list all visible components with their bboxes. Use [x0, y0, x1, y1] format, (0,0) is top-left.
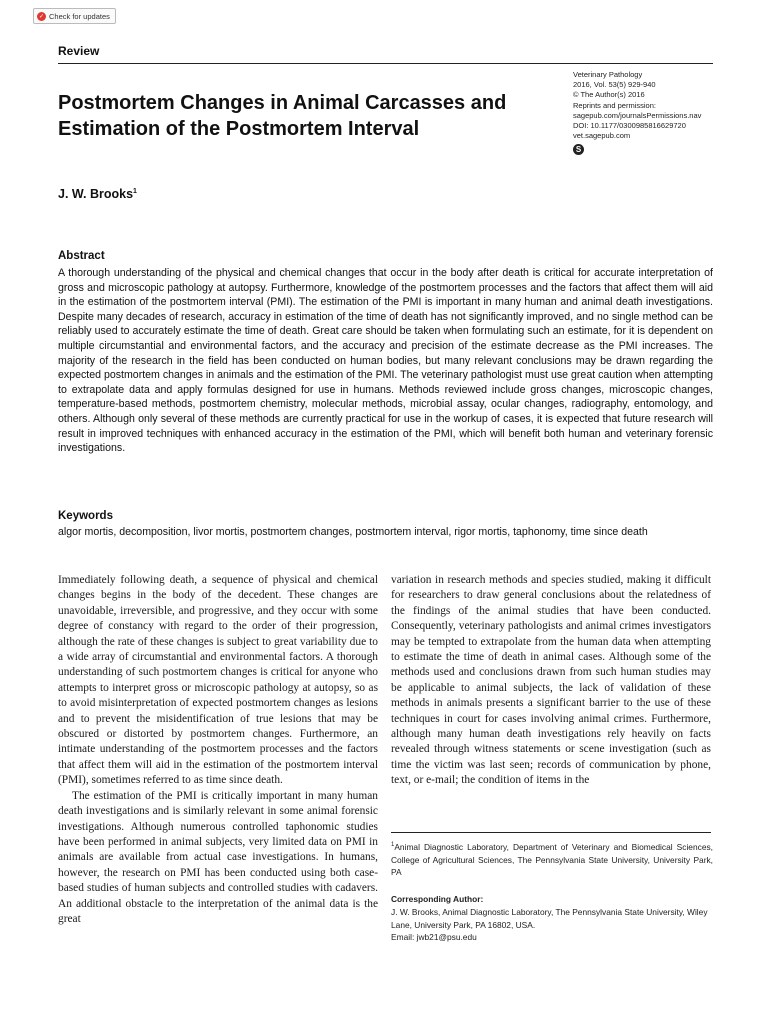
journal-volume: 2016, Vol. 53(5) 929-940 — [573, 80, 656, 90]
body-left-column — [58, 573, 378, 927]
abstract-heading: Abstract — [58, 250, 105, 262]
update-icon: ✓ — [38, 13, 45, 20]
author-name: J. W. Brooks — [58, 187, 134, 201]
check-for-updates-badge[interactable] — [33, 8, 116, 24]
footnote-rule — [391, 832, 711, 833]
article-title: Postmortem Changes in Animal Carcasses and Estimation of the Postmortem Interval — [58, 92, 507, 140]
author-affil-mark: 1 — [133, 187, 137, 195]
body-right-column — [391, 573, 711, 789]
keywords-heading: Keywords — [58, 510, 113, 522]
affiliation-text: Animal Diagnostic Laboratory, Department of Veterinary and Biomedical Sciences, College of Agricultural Sciences, The Pennsylvania State University, University Park, PA — [391, 841, 713, 878]
author-line — [58, 187, 137, 201]
abstract-text: A thorough understanding of the physical and chemical changes that occur in the body after death is critical for accurate interpretation of gross and microscopic pathology at autopsy. Furthermore, knowledge of the postmortem processes and the factors that affect them will aid in the estimation of the postmortem interval (PMI). The estimation of the PMI is important in many human and animal death investigations. Despite many decades of research, accuracy in estimation of the time of death has not significantly improved, and no single method can be reliably used to accurately estimate the time of death. Great care should be taken when formulating such an estimate, for it is dependent on multiple circumstantial and environmental factors, and the accuracy and precision of the estimate decrease as the PMI increases. The majority of the research in the field has been conducted on human bodies, but many relevant conclusions may be drawn regarding the expected postmortem changes in animals and the estimation of the PMI. The veterinary pathologist must use great caution when attempting to extrapolate data and apply formulas designed for use in humans. Methods reviewed include gross changes, microscopic changes, temperature-based methods, postmortem chemistry, molecular methods, microbial assay, ocular changes, radiography, entomology, and others. Although only several of these methods are currently practical for use in the workup of cases, it is expected that future research will result in improved techniques with enhanced accuracy in the estimation of the PMI, which will benefit both human and veterinary forensic investigations. — [58, 267, 713, 455]
affil-footnote-mark: 1 — [391, 842, 395, 848]
reprints-label: Reprints and permission: — [573, 100, 656, 110]
body-paragraph: Immediately following death, a sequence of physical and chemical changes begins in the body of the decedent. These changes are unavoidable, irreversible, and progressive, and they occur with some degree of constancy with regard to the order of their progression, although the rate of these changes is subject to great variability due to a wide array of circumstantial and environmental factors. A thorough understanding of such postmortem changes is critical for anyone who attempts to interpret gross or microscopic pathology at autopsy, so as to avoid misinterpretation of expected postmortem changes as lesions and to prevent the misidentification of true lesions that may be obscured or distorted by postmortem changes. Furthermore, an intimate understanding of the postmortem processes and the factors that affect them will aid in the estimation of the postmortem interval (PMI), sometimes referred to as time since death. — [58, 574, 378, 787]
corresponding-author — [391, 893, 713, 944]
body-paragraph: The estimation of the PMI is critically important in many human death investigations and is similarly relevant in some animal forensic investigations. Although numerous controlled taphonomic studies have been performed in animal subjects, very limited data on PMI in animals are available from actual case investigations. In humans, however, the research on PMI has been conducted using both case-based studies of human subjects and controlled studies with cadavers. An additional obstacle to the interpretation of the animal data is the great — [58, 789, 378, 925]
keywords-text: algor mortis, decomposition, livor mortis, postmortem changes, postmortem interval, rigor mortis, taphonomy, time since death — [58, 526, 648, 538]
affiliation-footnote — [391, 839, 713, 879]
sage-logo: S — [573, 144, 584, 155]
journal-site-link[interactable]: vet.sagepub.com — [573, 131, 631, 141]
body-paragraph: variation in research methods and species studied, making it difficult for researchers to draw general conclusions about the relatedness of the findings of the animal studies that have been conducted. Consequently, veterinary pathologists and animal crimes investigators may be tempted to extrapolate from the human data when attempting to estimate the time of death in animal cases. Although some of the methods used and conclusions drawn from such human studies may be applicable to animal subjects, the lack of validation of these methods in animals presents a significant barrier to the use of these techniques in court for cases involving animal crimes. Furthermore, although many human death investigations rely heavily on facts revealed through witness statements or scene investigation (such as time the victim was last seen; records of communication by phone, text, or e-mail; the condition of items in the — [391, 574, 711, 787]
article-type: Review — [58, 44, 100, 58]
corresponding-author-address: J. W. Brooks, Animal Diagnostic Laboratory, The Pennsylvania State University, Wiley Lane, University Park, PA 16802, USA. — [391, 906, 708, 930]
corresponding-author-email[interactable]: Email: jwb21@psu.edu — [391, 932, 477, 943]
corresponding-author-heading: Corresponding Author: — [391, 894, 484, 904]
check-for-updates-label: Check for updates — [49, 11, 110, 21]
copyright: © The Author(s) 2016 — [573, 90, 645, 100]
doi[interactable]: DOI: 10.1177/0300985816629720 — [573, 121, 686, 131]
header-rule — [58, 63, 713, 64]
journal-meta — [573, 70, 701, 155]
journal-name: Veterinary Pathology — [573, 70, 643, 79]
reprints-link[interactable]: sagepub.com/journalsPermissions.nav — [573, 110, 702, 120]
